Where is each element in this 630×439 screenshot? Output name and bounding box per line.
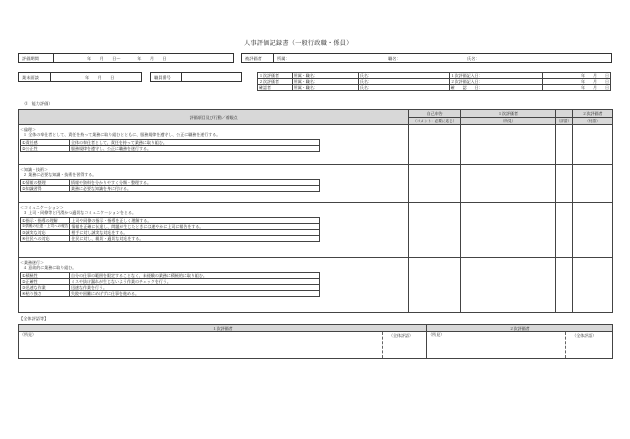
item-text: 情報を正確に伝達し、問題が生じたときには速やかに上司に報告をする。 [70,224,320,230]
second-cell[interactable] [573,258,613,313]
column-subheader-first-score: （評語） [556,118,572,123]
staff-no-label: 職員番号 [154,75,171,80]
self-comment-cell[interactable] [409,125,461,165]
evaluatee-dept-label: 所属： [277,56,290,61]
item-text: 相手に対し誠実な対応をする。 [70,230,320,236]
category-heading: ＜知識・技術＞ [20,167,48,172]
first-note-cell[interactable] [461,258,555,313]
item-name: ①積極性 [21,273,70,279]
column-header-self: 自己申告 [409,110,461,118]
interview-box [18,72,142,82]
category-row-communication [19,203,613,258]
period-label: 評価期間 [22,56,39,61]
interview-label: 業末面談 [22,75,39,80]
overall-label: 【全体評語等】 [19,316,49,321]
item-name: ④住民への対応 [21,236,70,242]
self-comment-cell[interactable] [409,258,461,313]
evaluatee-post-label: 職名： [388,56,401,61]
column-header-second: ２次評価者 [573,110,613,118]
overall-second-note: （所見） [428,332,445,337]
item-text: 住民に対し、親切・適切な対応をする。 [70,236,320,242]
category-desc: １ 全体の奉仕者として、責任を持って業務に取り組むとともに、服務規律を遵守し、公正に職務を遂行する。 [23,132,221,137]
category-row-knowledge [19,165,613,203]
overall-second-cell[interactable] [427,332,613,359]
item-name: ③誠実な対応 [21,230,70,236]
second-cell[interactable] [573,125,613,165]
column-subheader-first-note: （所見） [461,118,555,125]
ability-table [18,109,613,313]
second-cell[interactable] [573,165,613,203]
category-heading: ＜業務遂行＞ [20,260,44,265]
overall-first-header: １次評価者 [19,325,427,332]
item-text: ミスや抜け漏れが生じないよう作業のチェックを行う。 [70,279,320,285]
interview-date[interactable]: 年 月 日 [85,75,115,80]
evaluators-table [257,72,611,91]
evaluatee-box [241,53,612,63]
category-row-ethics [19,125,613,165]
first-score-cell[interactable] [555,258,572,313]
item-name: ④粘り強さ [21,291,70,297]
item-name: ①指示・指導の理解 [21,218,70,224]
item-name: ②知識習得 [21,186,70,192]
evaluatee-name-label: 氏名： [467,56,480,61]
overall-second-header: ２次評価者 [427,325,613,332]
item-text: 情報や資料を分かりやすく分類・整理する。 [70,180,320,186]
item-text: 失敗や困難にめげずに仕事を進める。 [70,291,320,297]
column-header-items: 評価項目及び行動／着眼点 [19,110,409,125]
evaluator-row: ２次評価者 所属・職名： 氏名： ２次評価記入日： 年 月 日 [259,79,609,84]
overall-first-cell[interactable] [19,332,427,359]
item-text: 上司や同僚の指示・指導を正しく理解する。 [70,218,320,224]
column-subheader-second: （付語） [573,118,613,125]
first-note-cell[interactable] [461,165,555,203]
first-note-cell[interactable] [461,125,555,165]
item-name: ②公正性 [21,146,70,152]
overall-first-grade: （全体評語） [389,333,413,338]
overall-table [18,324,613,359]
first-score-cell[interactable] [555,125,572,165]
category-desc: ４ 意欲的に業務に取り組む。 [23,265,77,270]
self-comment-cell[interactable] [409,203,461,258]
category-heading: ＜倫理＞ [20,127,36,132]
section-ability-label: （Ⅰ 能力評価） [22,101,53,106]
second-cell[interactable] [573,203,613,258]
first-score-cell[interactable] [555,165,572,203]
period-box [18,53,234,63]
item-text: 迅速な作業を行う。 [70,285,320,291]
item-name: ②情報の伝達・上司への報告 [22,224,69,228]
item-name: ②正確性 [21,279,70,285]
overall-second-grade: （全体評語） [572,333,597,338]
category-heading: ＜コミュニケーション＞ [20,205,64,210]
item-name: ①情報の整理 [21,180,70,186]
category-desc: ３ 上司・同僚等と円滑かつ適切なコミュニケーションをとる。 [23,210,137,215]
item-text: 自分の仕事の範囲を限定することなく、未経験の業務に積極的に取り組む。 [70,273,320,279]
item-text: 業務に必要な知識を身に付ける。 [70,186,320,192]
overall-first-note: （所見） [20,332,36,337]
item-name: ③迅速な作業 [21,285,70,291]
first-note-cell[interactable] [461,203,555,258]
first-score-cell[interactable] [555,203,572,258]
column-subheader-self: （コメント：必要に応じ） [409,118,461,125]
self-comment-cell[interactable] [409,165,461,203]
evaluatee-label: 被評価者 [245,56,262,61]
item-text: 全体の奉仕者として、責任を持って業務に取り組む。 [70,140,320,146]
staff-no-box [150,72,242,82]
period-text[interactable]: 年 月 日～ 年 月 日 [87,56,167,61]
column-header-first: １次評価者 [461,110,555,118]
category-row-execution [19,258,613,313]
item-text: 服務規律を遵守し、公正に職務を遂行する。 [70,146,320,152]
item-name: ①責任感 [21,140,70,146]
evaluator-row: 確認者 所属・職名： 氏名： 確 認 日： 年 月 日 [259,85,609,90]
evaluator-row: １次評価者 所属・職名： 氏名： １次評価記入日： 年 月 日 [259,73,609,78]
document-title: 人事評価記録書（一般行政職・係員） [244,40,353,47]
category-desc: ２ 業務に必要な知識・技術を習得する。 [23,172,97,177]
